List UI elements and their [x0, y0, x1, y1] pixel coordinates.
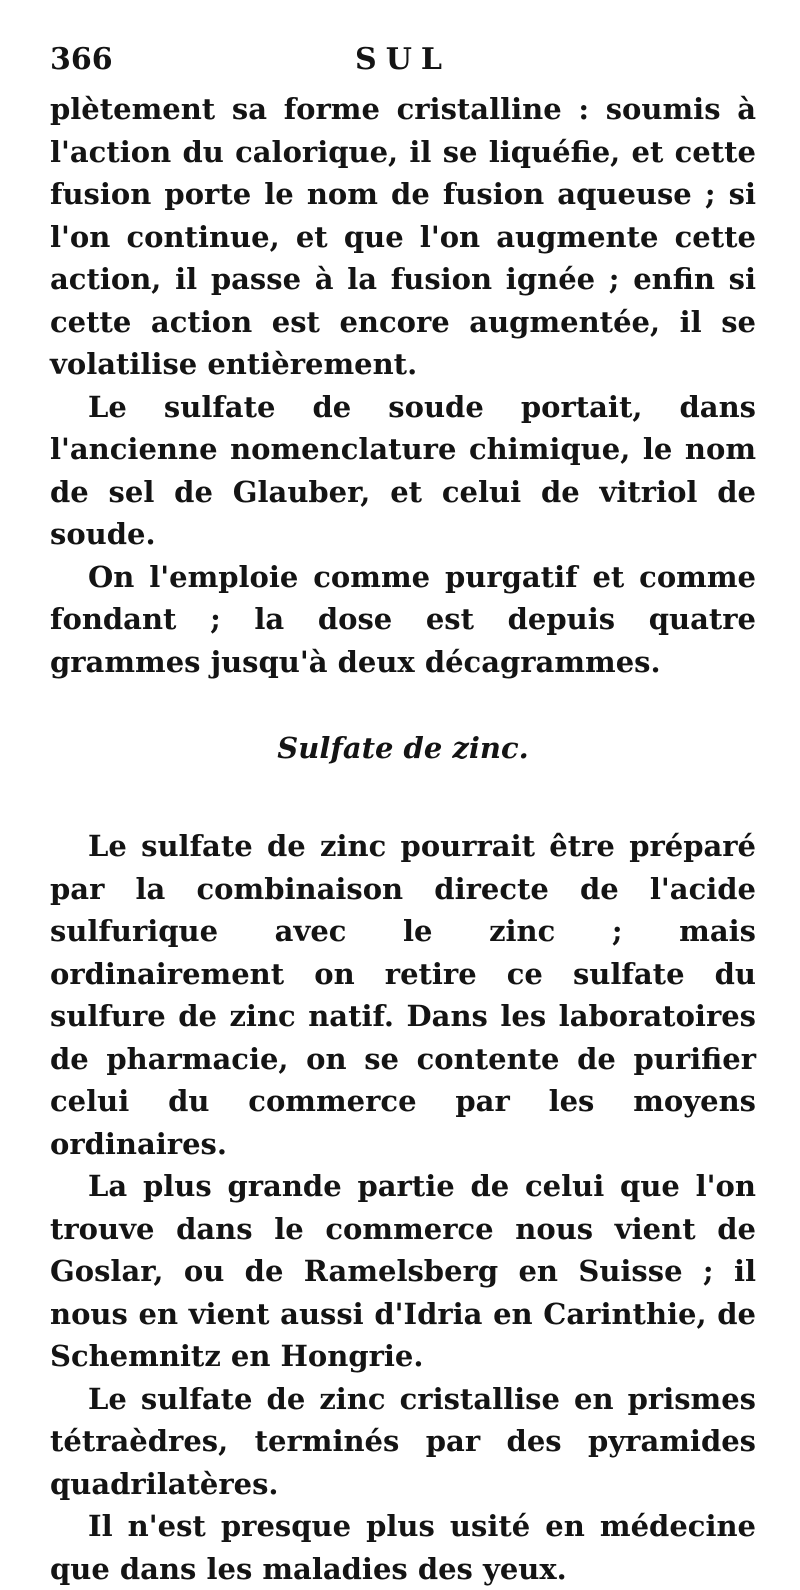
paragraph: plètement sa forme cristalline : soumis à l'action du calorique, il se liquéfie, et cette fusion porte le nom de fusion aqueuse ; si l'on continue, et que l'on augmente cette action, il passe à la fusion ignée ; enfin si cette action est encore augmentée, il se volatilise entièrement. — [50, 92, 756, 381]
section-title: Sulfate de zinc. — [277, 731, 529, 765]
paragraph: Le sulfate de soude portait, dans l'ancienne nomenclature chimique, le nom de sel de Glauber, et celui de vitriol de soude. — [50, 389, 756, 551]
paragraph: Le sulfate de zinc cristallise en prismes tétraèdres, terminés par des pyramides quadrilatères. — [50, 1381, 756, 1501]
paragraph: Il n'est presque plus usité en médecine que dans les maladies des yeux. — [50, 1509, 756, 1586]
running-head: SUL — [355, 42, 451, 77]
book-page — [50, 40, 756, 1590]
paragraph: La plus grande partie de celui que l'on trouve dans le commerce nous vient de Goslar, ou de Ramelsberg en Suisse ; il nous en vient aussi d'Idria en Carinthie, de Schemnitz en Hongrie. — [50, 1169, 756, 1373]
paragraph: On l'emploie comme purgatif et comme fondant ; la dose est depuis quatre grammes jusqu'à deux décagrammes. — [50, 559, 756, 679]
page-header — [50, 40, 756, 88]
paragraph: Le sulfate de zinc pourrait être préparé par la combinaison directe de l'acide sulfurique avec le zinc ; mais ordinairement on retire ce sulfate du sulfure de zinc natif. Dans les laboratoires de pharmacie, on se contente de purifier celui du commerce par les moyens ordinaires. — [50, 829, 756, 1161]
page-number: 366 — [50, 42, 113, 77]
